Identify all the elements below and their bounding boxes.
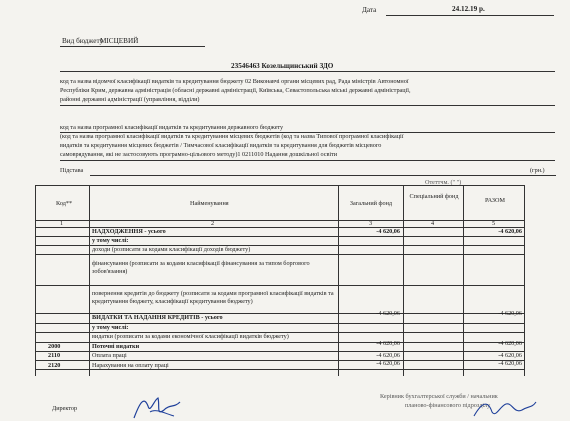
header-general: Загальний фонд bbox=[349, 200, 393, 207]
row-border-3 bbox=[35, 254, 524, 255]
chief-signature-icon bbox=[470, 396, 540, 421]
row-8-general: -4 620,06 bbox=[376, 340, 400, 347]
col-border-code bbox=[89, 185, 90, 376]
budget-label: Вид бюджету bbox=[62, 37, 104, 45]
unit-label: (грн.) bbox=[530, 167, 545, 174]
col-border-left bbox=[35, 185, 36, 376]
header-code: Код** bbox=[56, 200, 73, 207]
local-classification-line-1: (код та назва програмної класифікації видатків та кредитування місцевих бюджетів (код та назва Типової програмної класифікації bbox=[60, 133, 404, 140]
colnum-1: 1 bbox=[60, 220, 64, 227]
date-value: 24.12.19 р. bbox=[452, 5, 485, 13]
header-special: Спеціальний фонд bbox=[409, 193, 459, 200]
row-6-name: у тому числі: bbox=[92, 324, 129, 331]
col-border-name bbox=[338, 185, 339, 376]
local-classification-line-3: самоврядування, які не застосовують програмно-цільового методу)1 0211010 Надання дошкільної освіти bbox=[60, 151, 338, 158]
row-4-name: повернення кредитів до бюджету (розписати за кодами програмної класифікації видатків та кредитування бюджету, класифікації кредитування бюджету) bbox=[92, 290, 334, 305]
row-0-total: -4 620,06 bbox=[498, 228, 522, 235]
row-5-name: ВИДАТКИ ТА НАДАННЯ КРЕДИТІВ - усього bbox=[92, 314, 223, 321]
row-5-total: -4 620,06 bbox=[498, 310, 522, 317]
chief-label-line-2: планово-фінансового підрозділу bbox=[405, 402, 491, 409]
row-7-name: видатки (розписати за кодами економічної класифікації видатків бюджету) bbox=[92, 333, 289, 340]
row-9-general: -4 620,06 bbox=[376, 352, 400, 359]
row-8-code: 2000 bbox=[48, 343, 61, 350]
row-9-name: Оплата праці bbox=[92, 352, 127, 359]
date-underline bbox=[386, 15, 554, 16]
row-0-name: НАДХОДЖЕННЯ - усього bbox=[92, 228, 166, 235]
header-total: РАЗОМ bbox=[484, 197, 506, 204]
row-5-general: -4 620,06 bbox=[376, 310, 400, 317]
budget-underline bbox=[60, 46, 205, 47]
basis-underline bbox=[90, 175, 556, 176]
chief-label-line-1: Керівник бухгалтерської служби / начальник bbox=[380, 393, 498, 400]
row-2-name: доходи (розписати за кодами класифікації доходів бюджету) bbox=[92, 246, 251, 253]
colnum-2: 2 bbox=[211, 220, 215, 227]
row-10-total: -4 620,06 bbox=[498, 360, 522, 367]
row-3-name: фінансування (розписати за кодами класифікації фінансування за типом боргового зобов'язання) bbox=[92, 260, 310, 275]
row-10-general: -4 620,06 bbox=[376, 360, 400, 367]
col-border-special bbox=[463, 185, 464, 376]
row-border-header bbox=[35, 220, 524, 221]
note-label: Отеттчм. (" ") bbox=[425, 179, 462, 186]
col-border-total bbox=[524, 185, 525, 376]
program-classification-line: код та назва програмної класифікації видатків та кредитування державного бюджету bbox=[60, 124, 284, 131]
institution-underline bbox=[60, 71, 555, 72]
row-8-name: Поточні видатки bbox=[92, 343, 140, 350]
basis-label: Підстава bbox=[60, 167, 84, 174]
director-label: Директор bbox=[52, 405, 78, 412]
row-8-total: -4 620,06 bbox=[498, 340, 522, 347]
row-border-top bbox=[35, 185, 524, 186]
row-10-name: Нарахування на оплату праці bbox=[92, 362, 169, 369]
row-9-code: 2110 bbox=[48, 352, 61, 359]
row-1-name: у тому числі: bbox=[92, 237, 129, 244]
dept-classification-line-3: районні державні адміністрації (управління, відділи) bbox=[60, 96, 200, 103]
row-0-general: -4 620,06 bbox=[376, 228, 400, 235]
colnum-5: 5 bbox=[492, 220, 496, 227]
colnum-4: 4 bbox=[431, 220, 435, 227]
header-name: Найменування bbox=[190, 200, 229, 207]
director-signature-icon bbox=[130, 392, 190, 421]
row-border-10 bbox=[35, 360, 524, 361]
dept-classification-line-2: Республіки Крим, державна адміністрація (обласні державні адміністрації, Київська, Севастопольська міські державні адміністрації, bbox=[60, 87, 411, 94]
col-border-general bbox=[403, 185, 404, 376]
dept-underline bbox=[60, 105, 555, 106]
local-classification-line-2: видатків та кредитування місцевих бюджетів / Тимчасової класифікації видатків та кредитування для бюджетів місцевого bbox=[60, 142, 382, 149]
row-border-4 bbox=[35, 285, 524, 286]
local-underline bbox=[60, 160, 555, 161]
colnum-3: 3 bbox=[369, 220, 373, 227]
budget-value: МІСЦЕВИЙ bbox=[100, 37, 139, 45]
date-label: Дата bbox=[362, 6, 377, 14]
row-10-code: 2120 bbox=[48, 362, 61, 369]
row-9-total: -4 620,06 bbox=[498, 352, 522, 359]
dept-classification-line-1: код та назва відомчої класифікації видатків та кредитування бюджету 02 Виконавчі органи місцевих рад, Рада міністрів Автономної bbox=[60, 78, 409, 85]
institution-title: 23546463 Козельщинський ЗДО bbox=[231, 62, 334, 70]
